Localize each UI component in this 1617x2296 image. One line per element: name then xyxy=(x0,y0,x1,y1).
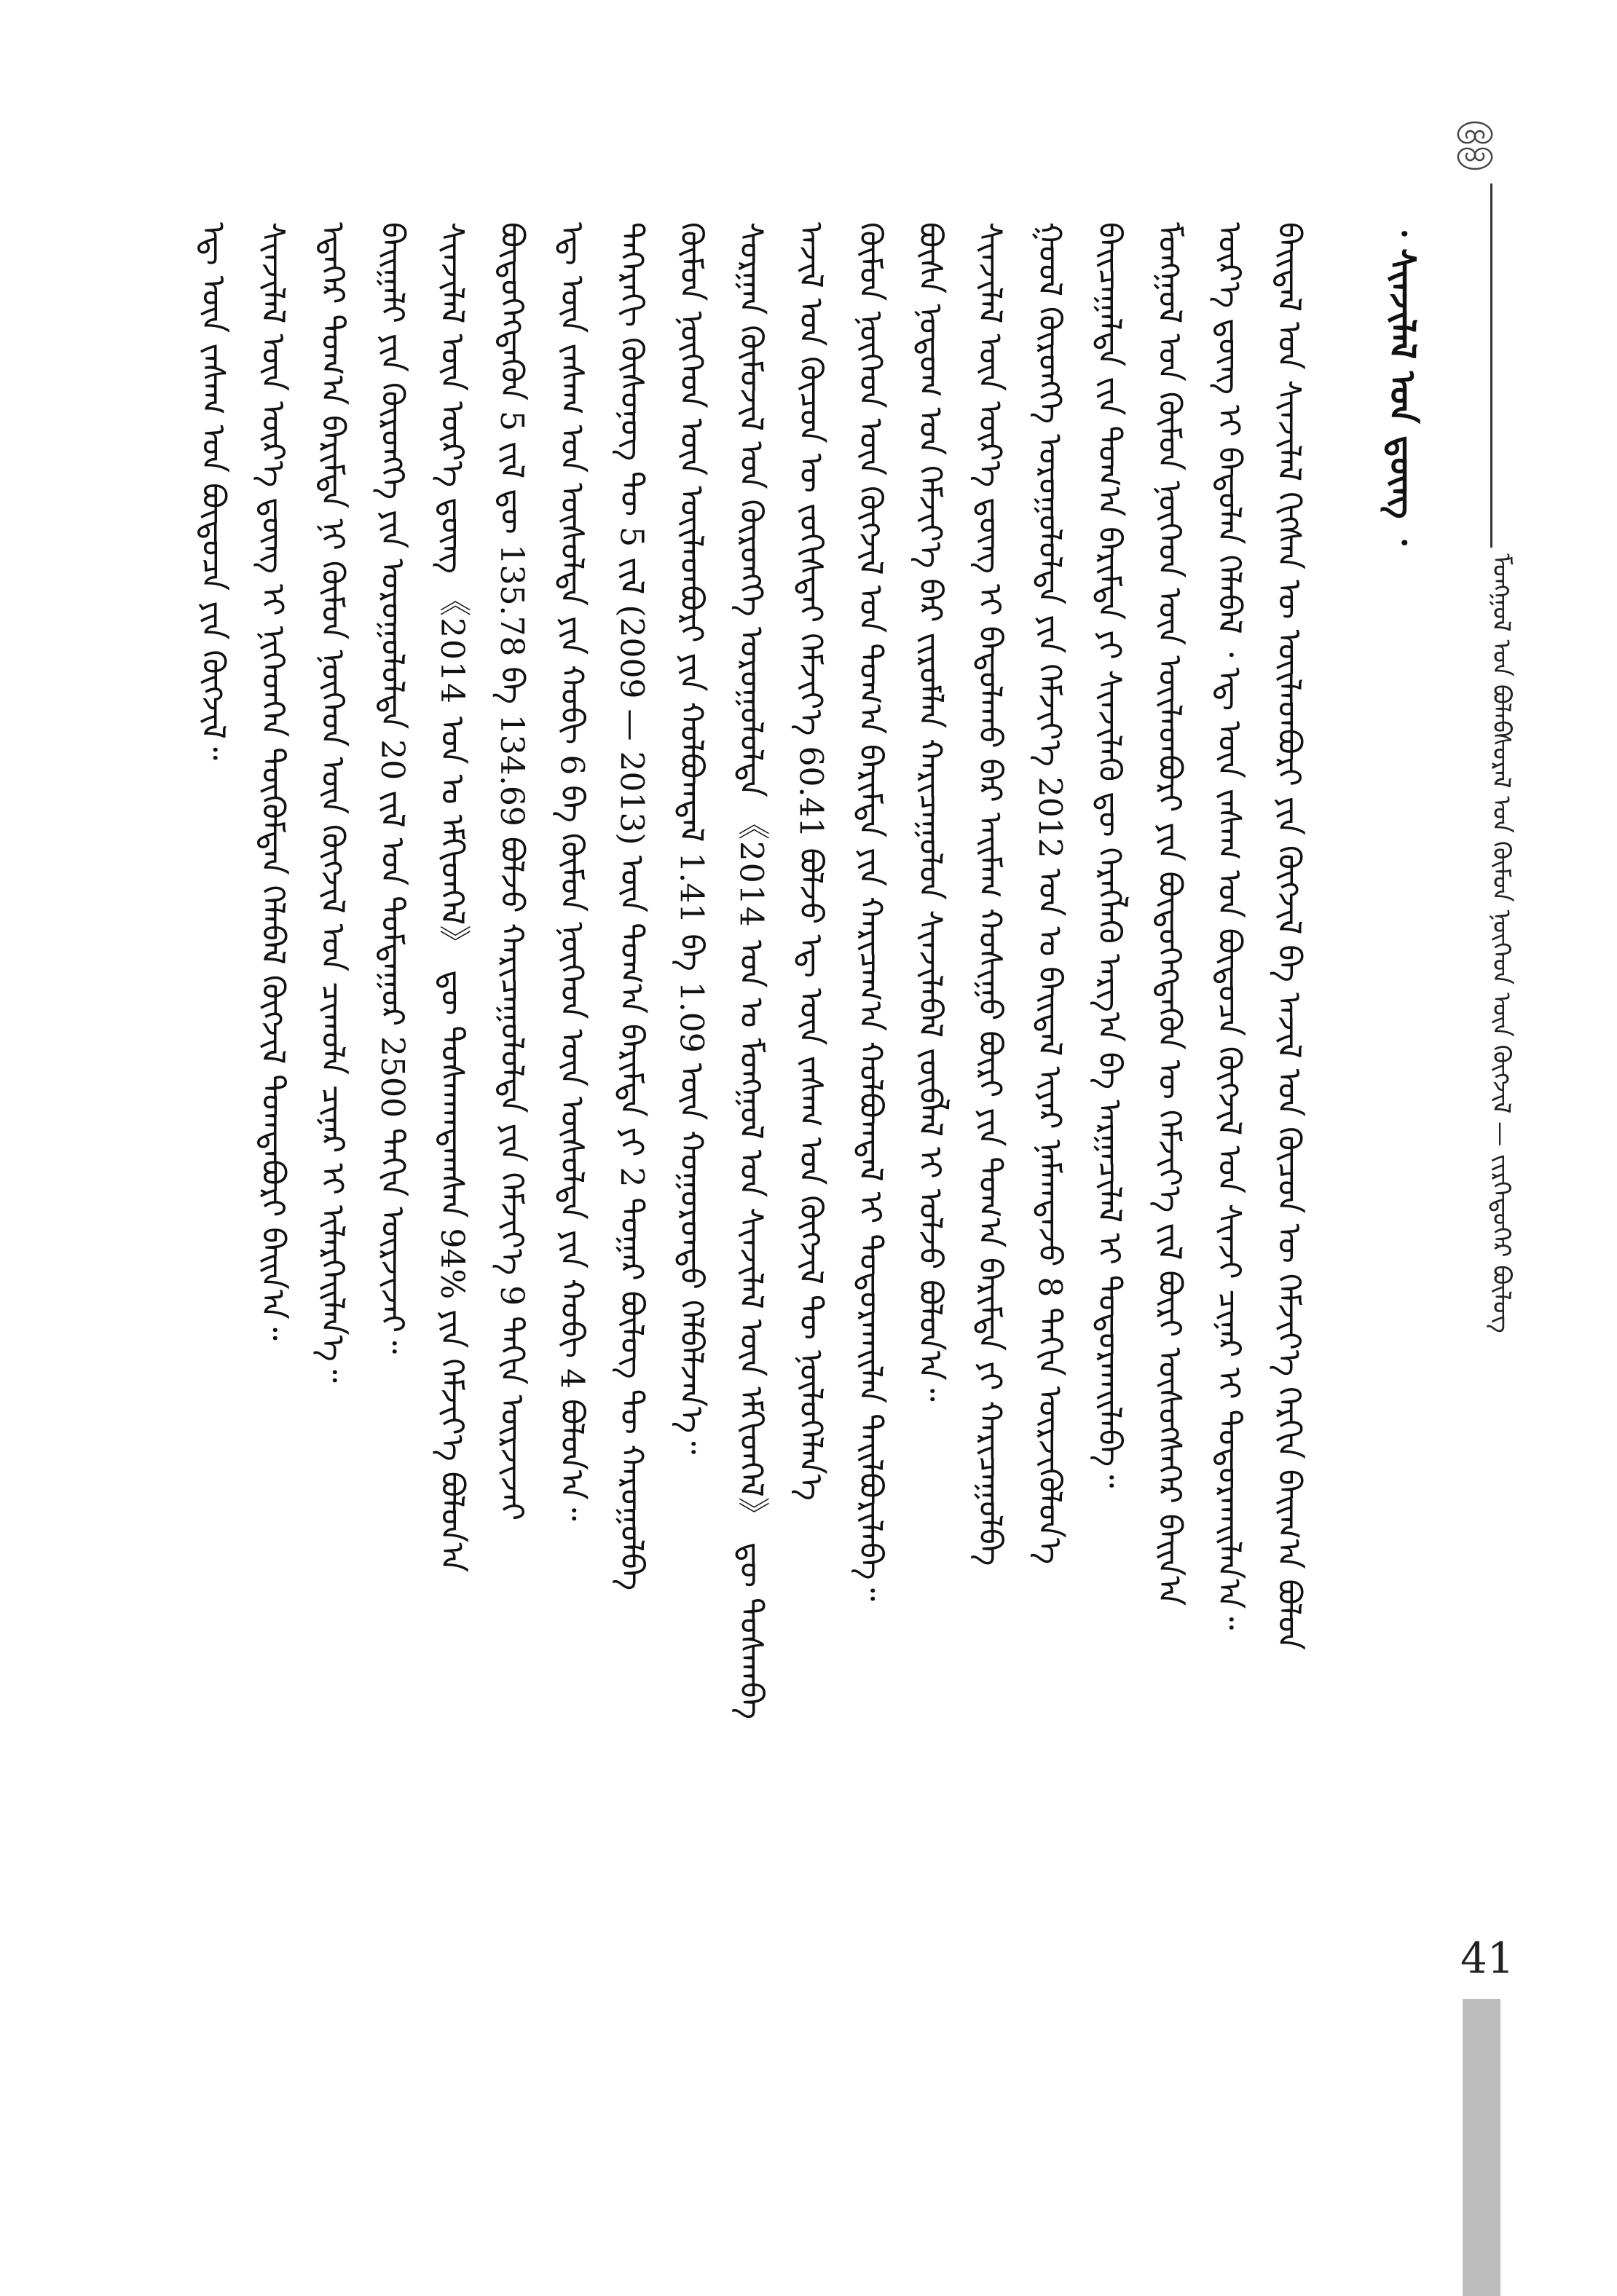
header-rule xyxy=(1490,184,1492,548)
text-line: ᠰᠤᠷᠭᠠᠨ ᠬᠦᠮᠦᠵᠢᠯ ᠤᠨ ᠬᠥᠷᠥᠩᠭᠡ ᠣᠷᠣᠭᠤᠯᠤᠯᠲᠠ 《2014 ᠣᠨ ᠤ ᠮᠣᠩᠭᠣᠯ ᠤᠨ ᠰᠢᠨᠵᠢᠯᠡᠯ ᠦᠨ ᠡᠮᠬᠢᠳᠬᠡᠯ》 ᠳᠦ ᠲᠤᠰᠬᠠᠪᠠ xyxy=(732,222,770,1720)
text-line: ᠪᠠᠢᠴᠠᠭᠠᠯᠲᠠ ᠵᠢᠨ ᠲᠣᠭ᠎ᠠ ᠪᠠᠷᠢᠮᠲᠠ ᠶᠢ ᠰᠢᠨᠵᠢᠯᠡᠬᠦ ᠳᠦ ᠬᠡᠷᠡᠭᠯᠡᠬᠦ ᠠᠷᠭ᠎ᠠ ᠪᠠ ᠠᠷᠭᠠᠴᠢᠯᠠᠯ ᠢ ᠲᠣᠳᠣᠷᠬᠠᠢᠯᠠᠪᠠ᠃ xyxy=(1090,222,1128,1488)
text-line: ᠪᠠᠢᠳᠠᠯ ᠤᠨ ᠰᠢᠨᠵᠢᠯᠡᠯ ᠬᠢᠭᠰᠡᠨ ᠦ ᠦᠢᠯᠡᠳᠪᠦᠷᠢ ᠶᠢᠨ ᠬᠥᠭᠵᠢᠯ ᠪᠠ ᠠᠵᠢᠯ ᠤᠨ ᠬᠦᠴᠦᠨ ᠦ ᠬᠡᠮᠵᠢᠶ᠎ᠡ ᠬᠡᠷᠬᠢᠨ ᠪᠠᠢᠭ᠎ᠠ ᠪᠣᠯᠤᠨ xyxy=(1270,222,1307,1651)
text-line: ᠡᠳᠡᠭᠡᠷ ᠲᠣᠭ᠎ᠠ ᠪᠠᠷᠢᠮᠲᠠ ᠨᠢ ᠬᠦᠮᠦᠨ ᠨᠥᠭᠡᠳ ᠦᠨ ᠬᠥᠭᠵᠢᠯ ᠤᠨ ᠴᠢᠬᠤᠯᠠ ᠴᠢᠨᠠᠷ ᠢ ᠢᠯᠡᠷᠬᠡᠢᠯᠡᠨ᠎ᠡ᠃ xyxy=(314,222,352,1383)
spacer xyxy=(1329,222,1361,1948)
body-text xyxy=(193,222,1424,1948)
text-line: ᠬᠦᠮᠦᠨ ᠨᠥᠭᠡᠳ ᠦᠨ ᠬᠥᠭᠵᠢᠯ ᠤᠨ ᠲᠣᠭ᠎ᠠ ᠪᠠᠷᠢᠮᠲᠠ ᠶᠢᠨ ᠬᠠᠷᠢᠴᠠᠭ᠎ᠠ ᠬᠣᠯᠪᠣᠭᠳᠠᠯ ᠢ ᠲᠣᠳᠣᠷᠬᠠᠢᠯᠠᠨ ᠲᠠᠢᠯᠪᠤᠷᠢᠯᠠᠪᠠ᠃ xyxy=(851,222,889,1601)
text-line: ᠰᠢᠨᠵᠢᠯᠡᠯ ᠦᠨ ᠦᠷ᠎ᠡ ᠳ᠋ᠦᠩ 《2014 ᠣᠨ ᠤ ᠡᠮᠬᠢᠳᠬᠡᠯ》 ᠳᠦ ᠲᠤᠰᠬᠠᠭᠳᠠᠭᠰᠠᠨ 94% ᠶᠢᠨ ᠬᠡᠮᠵᠢᠶ᠎ᠡ ᠪᠣᠯᠤᠨ᠎ᠠ xyxy=(433,222,471,1573)
text-line: ᠬᠦᠮᠦᠨ ᠨᠥᠭᠡᠳ ᠦᠨ ᠦᠢᠯᠡᠳᠪᠦᠷᠢ ᠶᠢᠨ ᠬᠣᠯᠪᠣᠭᠳᠠᠯ 1.41 ᠪᠠ 1.09 ᠦᠨ ᠬᠣᠭᠣᠷᠣᠨᠳᠣ ᠬᠡᠯᠪᠡᠯᠵᠡᠨ᠎ᠡ᠃ xyxy=(672,222,710,1455)
text-line: ᠮᠣᠩᠭᠣᠯ ᠤᠨ ᠬᠦᠮᠦᠨ ᠨᠥᠭᠡᠳ ᠦᠨ ᠦᠢᠯᠡᠳᠪᠦᠷᠢ ᠶᠢᠨ ᠪᠦᠲᠦᠭᠡᠭᠳᠡᠬᠦᠨ ᠦ ᠬᠡᠮᠵᠢᠶ᠎ᠡ ᠵᠢᠯ ᠪᠦᠷᠢ ᠥᠰᠦᠭᠰᠡᠭᠡᠷ ᠪᠠᠢᠨ᠎ᠠ xyxy=(1150,222,1188,1606)
text-line: ᠭᠣᠣᠯ ᠬᠥᠷᠥᠩᠭᠡ ᠣᠷᠣᠭᠤᠯᠤᠯᠲᠠ ᠶᠢᠨ ᠬᠡᠮᠵᠢᠶ᠎ᠡ 2012 ᠣᠨ ᠤ ᠪᠠᠢᠳᠠᠯ ᠢᠶᠠᠷ ᠨᠡᠮᠡᠭ᠍ᠳᠡᠵᠦ 8 ᠳᠠᠬᠢᠨ ᠦᠷᠵᠢᠭᠦᠯᠦᠨ᠎ᠡ xyxy=(1031,222,1069,1565)
text-line: ᠪᠦᠰᠡ ᠨᠤᠲᠤᠭ ᠤᠨ ᠬᠡᠮᠵᠢᠶ᠎ᠡ ᠪᠡᠷ ᠵᠢᠷᠤᠮᠯᠠᠨ ᠬᠠᠷᠢᠴᠠᠭᠤᠯᠤᠨ ᠰᠢᠨᠵᠢᠯᠡᠪᠡᠯ ᠵᠥᠪᠯᠡᠯ ᠢ ᠣᠯᠵᠤ ᠪᠣᠯᠤᠨ᠎ᠠ᠃ xyxy=(911,222,949,1402)
ornament-icon xyxy=(1446,117,1504,175)
page-edge-tab xyxy=(1463,1999,1500,2296)
text-line: ᠰᠢᠨᠵᠢᠯᠡᠯ ᠦᠨ ᠦᠷ᠎ᠡ ᠳ᠋ᠦᠩ ᠢ ᠨᠢᠭᠡᠳᠬᠡᠨ ᠳᠦᠭᠦᠮᠳᠡᠨ ᠬᠡᠯᠡᠪᠡᠯ ᠬᠥᠭᠵᠢᠯ ᠲᠣᠭᠲᠠᠪᠤᠷᠢ ᠪᠠᠢᠨ᠎ᠠ᠃ xyxy=(254,222,292,1341)
section-heading: ᠂ ᠰᠢᠨᠵᠢᠯᠡᠯ ᠤᠨ ᠳ᠋ᠦᠩ ᠂ xyxy=(1381,222,1423,545)
text-line: ᠦᠷ᠎ᠡ ᠳ᠋ᠦᠩ ᠢ ᠪᠠᠲᠤᠯᠠᠨ ᠬᠡᠯᠡᠪᠡᠯ ᠂ ᠡᠳ᠋ ᠦᠨ ᠵᠠᠰᠠᠭ ᠤᠨ ᠪᠦᠲᠦᠴᠡ ᠬᠥᠭᠵᠢᠯ ᠤᠨ ᠰᠢᠨᠵᠢ ᠴᠢᠨᠠᠷ ᠢ ᠲᠣᠳᠣᠷᠬᠠᠢᠯᠠᠨ᠎ᠠ᠃ xyxy=(1210,222,1248,1630)
running-head: ᠮᠣᠩᠭᠣᠯ ᠤᠨ ᠪᠣᠯᠠᠪᠰᠤᠷᠠᠯ ᠤᠨ ᠬᠦᠮᠦᠨ ᠨᠥᠭᠡᠳ ᠦᠨ ᠬᠥᠭᠵᠢᠯ — ᠵᠢᠷᠭᠡᠳᠦᠭᠡᠷ ᠪᠦᠯᠦᠭ xyxy=(1486,553,1516,1333)
text-line: ᠠᠵᠢᠯ ᠤᠨ ᠬᠦᠴᠦᠨ ᠦ ᠵᠣᠬᠢᠰᠲᠠᠢ ᠬᠡᠮᠵᠢᠶ᠎ᠡ 60.41 ᠪᠣᠯᠵᠤ ᠡᠳ᠋ ᠦᠨ ᠵᠠᠰᠠᠭ ᠤᠨ ᠬᠥᠭᠵᠢᠯ ᠲᠦ ᠨᠥᠯᠥᠭᠡᠯᠡᠨ᠎ᠡ xyxy=(792,222,830,1501)
text-line: ᠳᠡᠭᠡᠷᠡᠬᠢ ᠬᠦᠰᠦᠨᠦᠭ ᠲᠦ 5 ᠵᠢᠯ (2009 — 2013) ᠦᠨ ᠲᠣᠭ᠎ᠠ ᠪᠠᠷᠢᠮᠲᠠ ᠶᠢ 2 ᠳᠤᠭᠠᠷ ᠪᠦᠯᠦᠭ ᠲᠦ ᠬᠠᠷᠤᠭᠤᠯᠪᠠ xyxy=(613,222,650,1591)
text-line: ᠪᠦᠲᠦᠭᠡᠭᠳᠡᠬᠦᠨ 5 ᠵᠢᠯ ᠳᠦ 135.78 ᠪᠠ 134.69 ᠪᠣᠯᠵᠤ ᠬᠠᠷᠢᠴᠠᠭᠤᠯᠤᠯᠲᠠ ᠶᠢᠨ ᠬᠡᠮᠵᠢᠶ᠎ᠡ 9 ᠳᠠᠬᠢᠨ ᠦᠷᠵᠢᠵᠡᠢ xyxy=(493,222,531,1521)
text-line: ᠪᠠᠢᠭᠠᠯᠢ ᠶᠢᠨ ᠬᠥᠷᠥᠩᠭᠡ ᠶᠢᠨ ᠣᠷᠣᠭᠤᠯᠤᠯᠲᠠ 20 ᠵᠢᠯ ᠤᠨ ᠳᠤᠮᠳᠠᠭᠤᠷ 2500 ᠳᠠᠬᠢᠨ ᠦᠷᠵᠢᠵᠡᠢ᠃ xyxy=(374,222,412,1354)
text-line: ᠡᠳ᠋ ᠦᠨ ᠵᠠᠰᠠᠭ ᠤᠨ ᠪᠦᠲᠦᠴᠡ ᠶᠢᠨ ᠬᠥᠭᠵᠢᠯ᠃ xyxy=(194,222,232,760)
page-number: 41 xyxy=(1460,1933,1514,1983)
text-line: ᠰᠢᠨᠵᠢᠯᠡᠯ ᠦᠨ ᠦᠷ᠎ᠡ ᠳ᠋ᠦᠩ ᠢ ᠪᠠᠲᠤᠯᠠᠬᠤ ᠪᠠᠷ ᠠᠢᠮᠠᠭ ᠬᠣᠰᠢᠭᠤ ᠪᠦᠷᠢ ᠶᠢᠨ ᠲᠣᠭ᠎ᠠ ᠪᠠᠷᠢᠮᠲᠠ ᠶᠢ ᠬᠠᠷᠢᠴᠠᠭᠤᠯᠪᠠ xyxy=(971,222,1009,1566)
text-line: ᠡᠳ᠋ ᠦᠨ ᠵᠠᠰᠠᠭ ᠤᠨ ᠥᠰᠦᠯᠲᠡ ᠶᠢᠨ ᠬᠤᠪᠢ 6 ᠪᠠ ᠬᠦᠮᠦᠨ ᠨᠥᠭᠡᠳ ᠦᠨ ᠥᠰᠦᠯᠲᠡ ᠶᠢᠨ ᠬᠤᠪᠢ 4 ᠪᠣᠯᠤᠨ᠎ᠠ᠃ xyxy=(553,222,591,1521)
